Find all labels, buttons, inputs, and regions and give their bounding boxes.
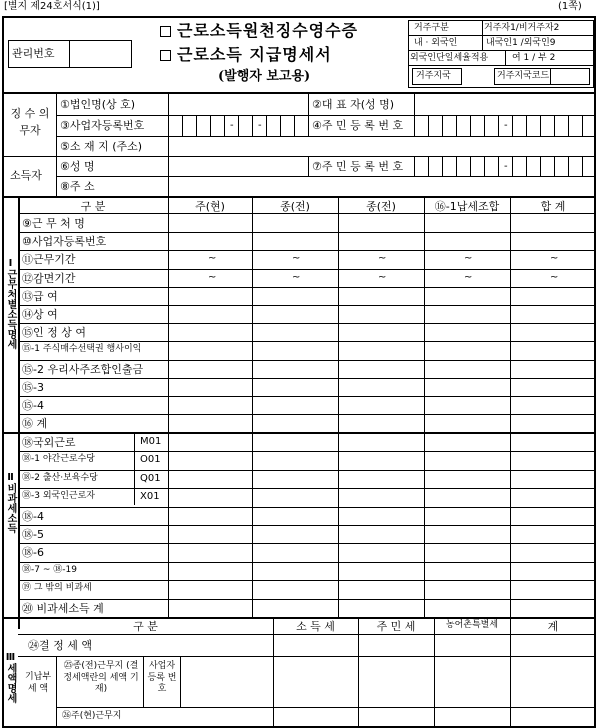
section1-row-label: ⑨근 무 처 명 bbox=[22, 217, 85, 230]
section2-row-label: ⑱국외근로 bbox=[22, 436, 76, 449]
paid-tax-label: 기납부 세 액 bbox=[24, 672, 52, 694]
residence-country-code-label: 거주지국코드 bbox=[497, 71, 550, 81]
section3-header-cell: 구 분 bbox=[133, 620, 158, 633]
section1-header-cell: ⑯-1납세조합 bbox=[434, 200, 500, 213]
flat-tax-value: 여 1 / 부 2 bbox=[512, 53, 556, 63]
section2-row-label: ⑱-3 외국인근로자 bbox=[22, 491, 95, 501]
section1-row-label: ⑮-2 우리사주조합인출금 bbox=[22, 363, 144, 376]
nationality-value: 내국인1 /외국인9 bbox=[486, 38, 556, 48]
payer-resident-number-label: ④주 민 등 록 번 호 bbox=[312, 119, 404, 132]
tilde: ~ bbox=[292, 253, 301, 264]
tilde: ~ bbox=[550, 272, 559, 283]
tilde: ~ bbox=[464, 272, 473, 283]
company-name-label: ①법인명(상 호) bbox=[60, 98, 136, 111]
section1-header-cell: 주(현) bbox=[195, 200, 225, 213]
section3-header-cell: 소 득 세 bbox=[296, 620, 335, 633]
tilde: ~ bbox=[208, 253, 217, 264]
section1-row-label: ⑩사업자등록번호 bbox=[22, 235, 107, 248]
section3-header-cell: 농어촌특별세 bbox=[445, 620, 499, 630]
section2-row-label: ⑱-1 야간근로수당 bbox=[22, 454, 95, 464]
section2-side-label: Ⅱ비과세소득 bbox=[5, 472, 16, 533]
address-label: ⑤소 재 지 (주소) bbox=[60, 140, 143, 153]
section1-row-label: ⑫감면기간 bbox=[22, 272, 76, 285]
flat-tax-label: 외국인단일세율적용 bbox=[410, 53, 489, 63]
earner-name-label: ⑥성 명 bbox=[60, 160, 95, 173]
section1-row-label: ⑭상 여 bbox=[22, 308, 58, 321]
form-subtitle: (발행자 보고용) bbox=[218, 69, 311, 84]
form-title-payment: 근로소득 지급명세서 bbox=[160, 47, 332, 63]
section1-row-label: ⑮-1 주식매수선택권 행사이익 bbox=[22, 344, 142, 354]
section2-row-label: ⑱-2 출산·보육수당 bbox=[22, 473, 98, 483]
payment-statement-checkbox[interactable] bbox=[160, 50, 171, 61]
section2-row-label: ⑱-7 ~ ⑱-19 bbox=[22, 565, 77, 575]
business-reg-number-label: ③사업자등록번호 bbox=[60, 119, 145, 132]
section2-row-label: ⑱-5 bbox=[22, 528, 44, 541]
section2-row-code: Q01 bbox=[140, 473, 161, 484]
residency-type-value: 거주자1/비거주자2 bbox=[484, 23, 560, 33]
dash: - bbox=[258, 120, 262, 131]
section1-row-label: ⑬급 여 bbox=[22, 290, 58, 303]
section2-row-code: X01 bbox=[140, 491, 160, 502]
decided-tax-label: ㉔결 정 세 액 bbox=[28, 639, 92, 652]
section1-row-label: ⑮-3 bbox=[22, 381, 44, 394]
tilde: ~ bbox=[464, 253, 473, 264]
earner-resident-number-label: ⑦주 민 등 록 번 호 bbox=[312, 160, 404, 173]
earner-address-label: ⑧주 소 bbox=[60, 180, 95, 193]
tilde: ~ bbox=[208, 272, 217, 283]
section1-row-label: ⑮-4 bbox=[22, 399, 44, 412]
tilde: ~ bbox=[378, 253, 387, 264]
section2-row-code: O01 bbox=[140, 454, 161, 465]
tilde: ~ bbox=[378, 272, 387, 283]
residency-type-label: 거주구분 bbox=[414, 23, 449, 33]
section1-header-cell: 종(전) bbox=[280, 200, 310, 213]
section1-header-cell: 종(전) bbox=[366, 200, 396, 213]
dash: - bbox=[230, 120, 234, 131]
payer-group-label: 징 수 의무자 bbox=[10, 107, 50, 137]
section2-row-label: ⑱-4 bbox=[22, 510, 44, 523]
form-title-withholding: 근로소득원천징수영수증 bbox=[160, 23, 358, 39]
withholding-receipt-checkbox[interactable] bbox=[160, 26, 171, 37]
section1-row-label: ⑯ 계 bbox=[22, 417, 48, 430]
section2-row-label: ⑲ 그 밖의 비과세 bbox=[22, 583, 92, 593]
section1-header-cell: 구 분 bbox=[80, 200, 106, 213]
dash: - bbox=[504, 120, 508, 131]
section3-side-label: Ⅲ세액명세 bbox=[5, 652, 16, 703]
tilde: ~ bbox=[550, 253, 559, 264]
section1-side-label: Ⅰ근무처별소득명세 bbox=[5, 258, 16, 349]
form-reference: [별지 제24호서식(1)] bbox=[4, 1, 100, 12]
earner-group-label: 소득자 bbox=[10, 169, 42, 182]
section2-row-label: ⑱-6 bbox=[22, 546, 44, 559]
representative-name-label: ②대 표 자(성 명) bbox=[312, 98, 395, 111]
section2-row-label: ⑳ 비과세소득 계 bbox=[22, 602, 104, 615]
business-number-label: 사업자 등록 번호 bbox=[147, 661, 177, 695]
section3-header-cell: 주 민 세 bbox=[376, 620, 416, 633]
tilde: ~ bbox=[292, 272, 301, 283]
current-workplace-label: ㉖주(현)근무지 bbox=[62, 711, 122, 721]
previous-workplace-label: ㉕종(전)근무지 (결정세액란의 세액 기재) bbox=[63, 661, 139, 695]
section3-header-cell: 계 bbox=[547, 620, 559, 633]
section1-row-label: ⑮인 정 상 여 bbox=[22, 326, 86, 339]
section1-header-cell: 합 계 bbox=[540, 200, 566, 213]
nationality-label: 내 · 외국인 bbox=[414, 38, 458, 48]
management-number-label: 관리번호 bbox=[12, 47, 55, 60]
residence-country-label: 거주지국 bbox=[416, 71, 451, 81]
section2-row-code: M01 bbox=[140, 436, 162, 447]
dash: - bbox=[504, 161, 508, 172]
section1-row-label: ⑪근무기간 bbox=[22, 253, 76, 266]
page-number: (1쪽) bbox=[558, 1, 582, 12]
